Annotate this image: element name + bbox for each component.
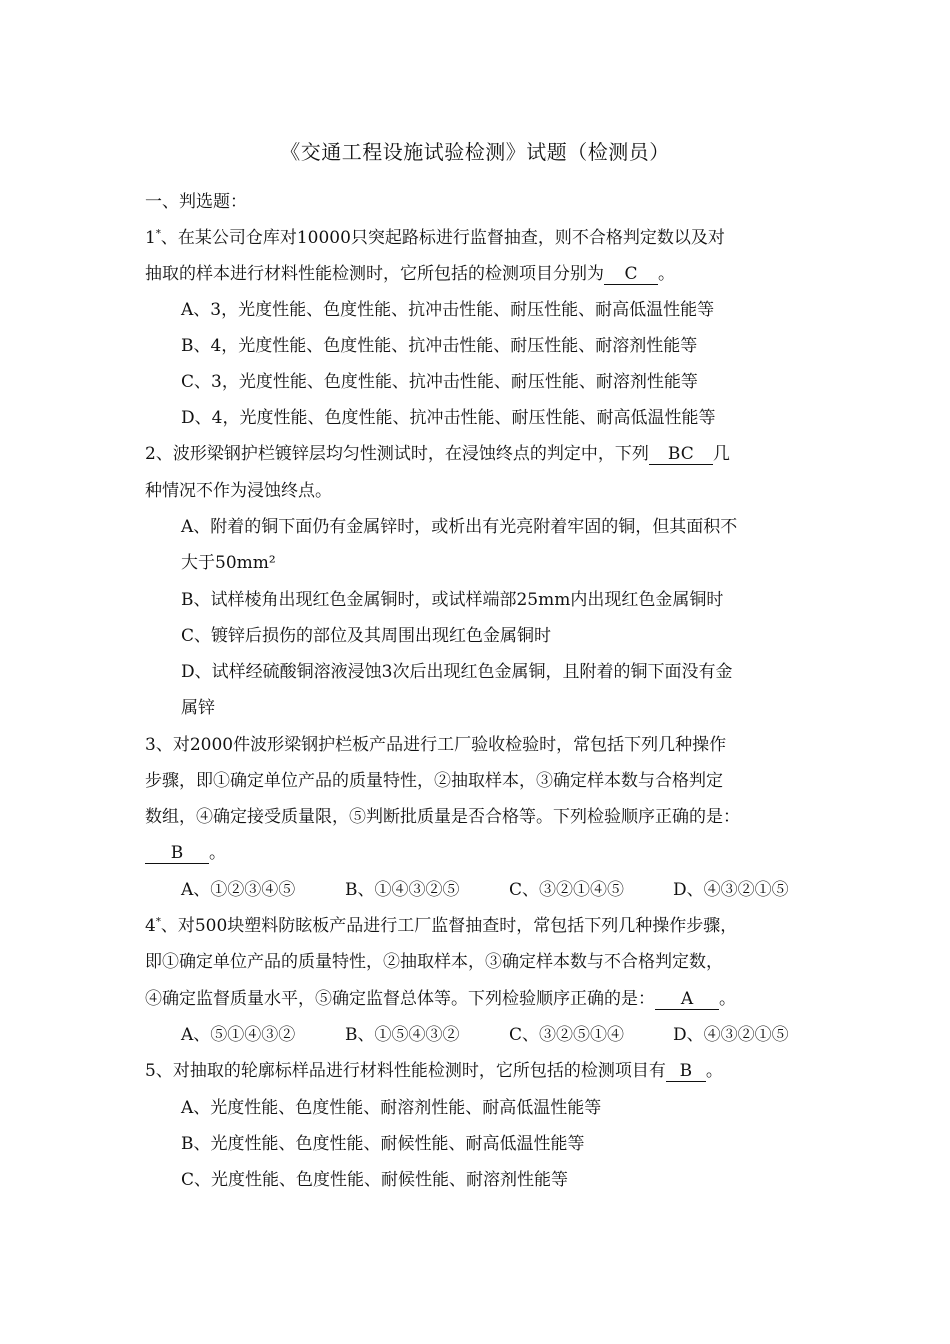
option-item: A、附着的铜下面仍有金属锌时，或析出有光亮附着牢固的铜，但其面积不 bbox=[181, 517, 738, 537]
inline-options bbox=[181, 1023, 789, 1047]
question-4-line-1: 4*、对500块塑料防眩板产品进行工厂监督抽查时，常包括下列几种操作步骤， bbox=[145, 916, 738, 936]
question-2-line-2: 种情况不作为浸蚀终点。 bbox=[145, 481, 332, 501]
option-item: B、①⑤④③② bbox=[345, 1025, 460, 1045]
question-3-line-3: 数组，④确定接受质量限，⑤判断批质量是否合格等。下列检验顺序正确的是： bbox=[145, 807, 740, 827]
option-item: C、3，光度性能、色度性能、抗冲击性能、耐压性能、耐溶剂性能等 bbox=[181, 372, 698, 392]
option-item: C、③②①④⑤ bbox=[509, 880, 625, 900]
question-3-line-4: B 。 bbox=[145, 841, 226, 865]
option-item: C、③②⑤①④ bbox=[509, 1025, 625, 1045]
option-item: D、④③②①⑤ bbox=[673, 1025, 789, 1045]
option-item: D、试样经硫酸铜溶液浸蚀3次后出现红色金属铜，且附着的铜下面没有金 bbox=[181, 662, 733, 682]
option-item: A、①②③④⑤ bbox=[181, 880, 296, 900]
option-item: D、4，光度性能、色度性能、抗冲击性能、耐压性能、耐高低温性能等 bbox=[181, 408, 716, 428]
option-item: B、试样棱角出现红色金属铜时，或试样端部25mm内出现红色金属铜时 bbox=[181, 590, 724, 610]
option-item: A、光度性能、色度性能、耐溶剂性能、耐高低温性能等 bbox=[181, 1098, 602, 1118]
option-item: B、光度性能、色度性能、耐候性能、耐高低温性能等 bbox=[181, 1134, 585, 1154]
page-title: 《交通工程设施试验检测》试题（检测员） bbox=[280, 140, 670, 164]
answer-blank: B bbox=[666, 1061, 706, 1082]
option-item: B、①④③②⑤ bbox=[345, 880, 460, 900]
answer-blank: B bbox=[145, 843, 209, 864]
answer-blank: A bbox=[655, 989, 719, 1010]
question-4-line-3: ④确定监督质量水平，⑤确定监督总体等。下列检验顺序正确的是： A 。 bbox=[145, 989, 736, 1009]
question-5-line-1: 5、对抽取的轮廓标样品进行材料性能检测时，它所包括的检测项目有 B 。 bbox=[145, 1061, 723, 1081]
inline-options bbox=[181, 878, 789, 902]
option-item: C、光度性能、色度性能、耐候性能、耐溶剂性能等 bbox=[181, 1170, 569, 1190]
answer-blank: BC bbox=[649, 444, 713, 465]
question-3-line-1: 3、对2000件波形梁钢护栏板产品进行工厂验收检验时，常包括下列几种操作 bbox=[145, 735, 727, 755]
question-3-line-2: 步骤，即①确定单位产品的质量特性，②抽取样本，③确定样本数与合格判定 bbox=[145, 771, 723, 791]
question-1-line-2: 抽取的样本进行材料性能检测时，它所包括的检测项目分别为 C 。 bbox=[145, 264, 675, 284]
option-item: A、3，光度性能、色度性能、抗冲击性能、耐压性能、耐高低温性能等 bbox=[181, 300, 715, 320]
option-item: 属锌 bbox=[181, 698, 215, 718]
option-item: D、④③②①⑤ bbox=[673, 880, 789, 900]
option-item: B、4，光度性能、色度性能、抗冲击性能、耐压性能、耐溶剂性能等 bbox=[181, 336, 698, 356]
option-item: C、镀锌后损伤的部位及其周围出现红色金属铜时 bbox=[181, 626, 552, 646]
section-heading: 一、判选题： bbox=[145, 192, 247, 212]
option-item: 大于50mm² bbox=[181, 553, 276, 573]
question-2-line-1: 2、波形梁钢护栏镀锌层均匀性测试时，在浸蚀终点的判定中，下列 BC 几 bbox=[145, 444, 730, 464]
question-4-line-2: 即①确定单位产品的质量特性，②抽取样本，③确定样本数与不合格判定数， bbox=[145, 952, 723, 972]
question-1-line-1: 1*、在某公司仓库对10000只突起路标进行监督抽查，则不合格判定数以及对 bbox=[145, 228, 725, 248]
answer-blank: C bbox=[604, 264, 658, 285]
option-item: A、⑤①④③② bbox=[181, 1025, 296, 1045]
